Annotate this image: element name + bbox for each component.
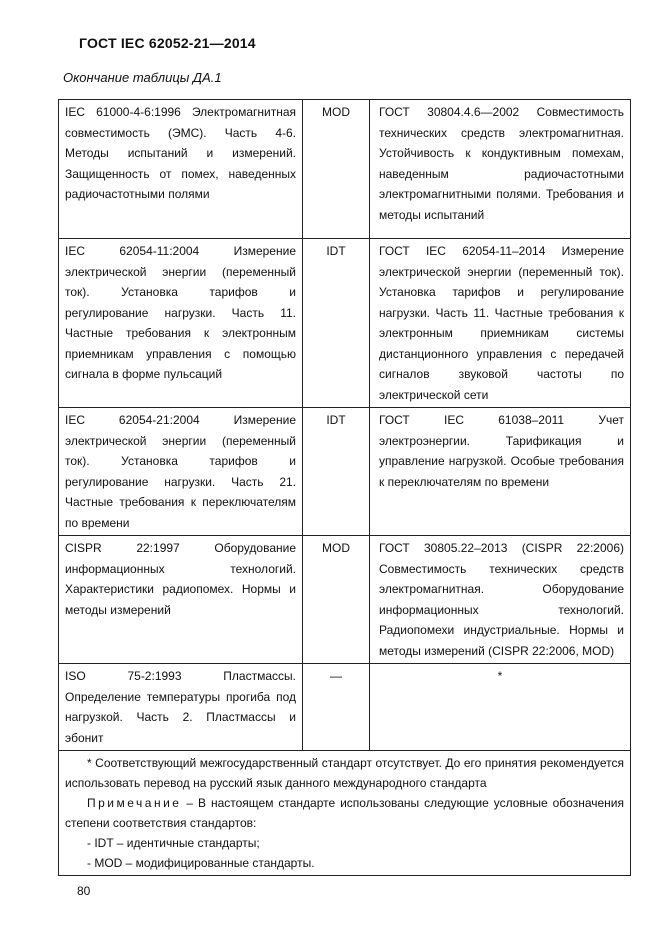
international-standard-cell: IEC 61000-4-6:1996 Электромагнитная совместимость (ЭМС). Часть 4-6. Методы испытаний и измерений. Защищенность от помех, наведенных радиочастотными полями [59,100,303,239]
correspondence-degree-cell: IDT [303,239,370,408]
footnote: * Соответствующий межгосударственный стандарт отсутствует. До его принятия рекомендуется использовать перевод на русский язык данного международного стандарта [65,756,624,790]
gost-standard-text: ГОСТ 30805.22–2013 (CISPR 22:2006) Совместимость технических средств электромагнитная. Оборудование информационных технологий. Радиопомехи индустриальные. Нормы и методы измерений (CISPR 22:2006, MOD) [379,541,624,658]
international-standard-cell: CISPR 22:1997 Оборудование информационных технологий. Характеристики радиопомех. Нормы и методы измерений [59,536,303,664]
correspondence-degree-cell: IDT [303,408,370,536]
correspondence-table [58,99,631,876]
gost-standard-cell [370,100,631,239]
international-standard-cell: ISO 75-2:1993 Пластмассы. Определение температуры прогиба под нагрузкой. Часть 2. Пластмассы и эбонит [59,664,303,751]
note-paragraph [65,793,624,833]
notes-cell [59,751,631,876]
table-row [59,536,631,664]
note-item-mod: - MOD – модифицированные стандарты. [87,856,315,870]
note-label: Примечание [87,796,182,810]
table-row [59,100,631,239]
gost-standard-cell [370,239,631,408]
correspondence-degree-cell: — [303,664,370,751]
gost-standard-text: ГОСТ 30804.4.6—2002 Совместимость технических средств электромагнитная. Устойчивость к кондуктивным помехам, наведенным радиочастотными электромагнитными полями. Требования и методы испытаний [379,105,624,222]
correspondence-degree-cell: MOD [303,100,370,239]
note-text: – В настоящем стандарте использованы следующие условные обозначения степени соответствия стандартов: [65,796,624,830]
gost-standard-text: ГОСТ IEC 62054-11–2014 Измерение электрической энергии (переменный ток). Установка тарифов и регулирование нагрузки. Часть 11. Частные требования к электронным приемникам системы дистанционного управления с передачей сигналов звуковой частоты по электрической сети [379,244,624,402]
note-item-idt: - IDT – идентичные стандарты; [87,836,260,850]
table-row [59,239,631,408]
table-caption: Окончание таблицы ДА.1 [63,70,222,85]
table-row [59,664,631,751]
international-standard-cell: IEC 62054-21:2004 Измерение электрической энергии (переменный ток). Установка тарифов и регулирование нагрузки. Часть 21. Частные требования к переключателям по времени [59,408,303,536]
document-header: ГОСТ IEC 62052-21—2014 [79,35,256,51]
page-number: 80 [77,884,91,898]
gost-standard-text: ГОСТ IEC 61038–2011 Учет электроэнергии. Тарификация и управление нагрузкой. Особые требования к переключателям по времени [379,413,624,489]
international-standard-cell: IEC 62054-11:2004 Измерение электрической энергии (переменный ток). Установка тарифов и регулирование нагрузки. Часть 11. Частные требования к электронным приемникам управления с помощью сигнала в форме пульсаций [59,239,303,408]
gost-standard-cell [370,408,631,536]
gost-standard-cell: * [370,664,631,751]
table-row [59,408,631,536]
notes-row [59,751,631,876]
correspondence-degree-cell: MOD [303,536,370,664]
gost-standard-cell [370,536,631,664]
